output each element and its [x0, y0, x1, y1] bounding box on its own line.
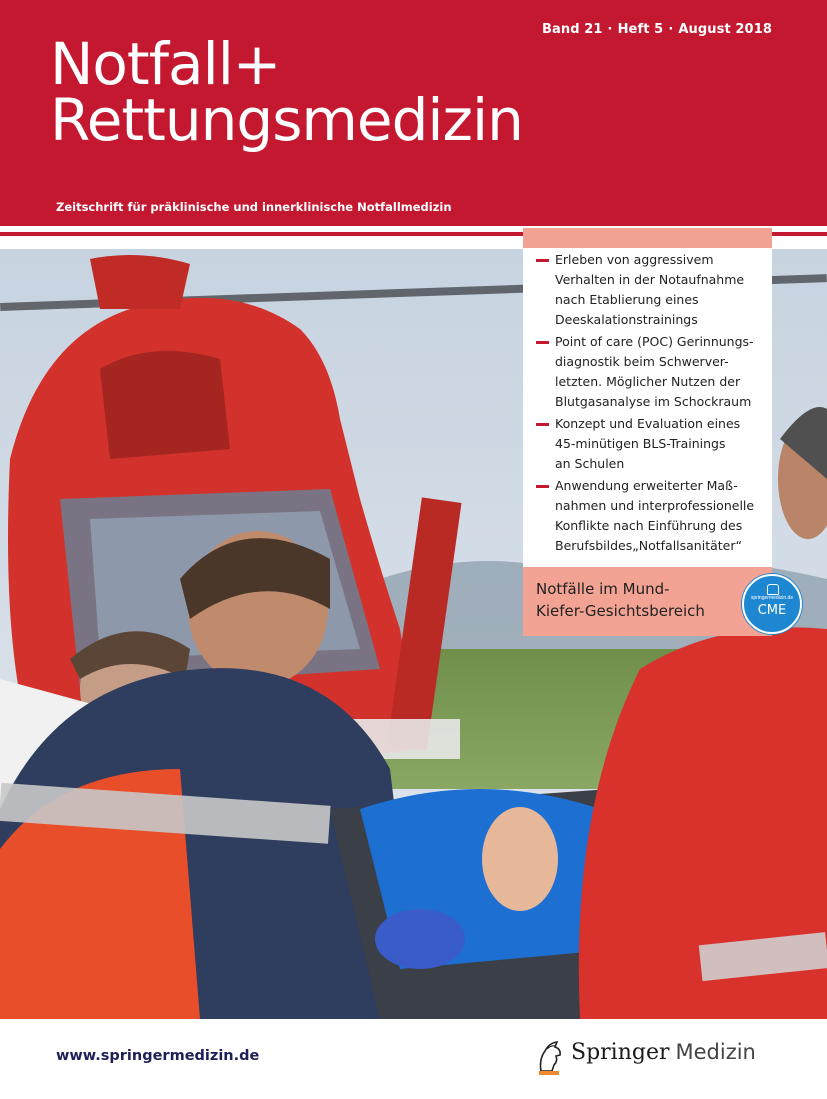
issue-separator: · [607, 22, 613, 37]
bullet-dash-icon [536, 423, 549, 426]
publisher-name [571, 1040, 756, 1065]
issue-separator: · [668, 22, 674, 37]
issue-info [542, 22, 772, 37]
journal-title [50, 30, 523, 154]
toc-item[interactable] [523, 250, 772, 330]
toc-item[interactable] [523, 332, 772, 412]
cme-topic: Notfälle im Mund- Kiefer-Gesichtsbereich [536, 580, 705, 620]
journal-title-line2: Rettungsmedizin [50, 86, 523, 154]
toc-item[interactable] [523, 476, 772, 556]
cme-badge-site: springermedizin.de [750, 595, 794, 601]
cme-badge[interactable] [742, 574, 802, 634]
footer-url[interactable]: www.springermedizin.de [56, 1048, 260, 1064]
journal-subtitle: Zeitschrift für präklinische und innerklinische Notfallmedizin [56, 200, 452, 214]
issue-date: August 2018 [678, 22, 772, 37]
toc-item-text: Erleben von aggressivem Verhalten in der Notaufnahme nach Etablierung eines Deeskalationstrainings [555, 252, 745, 327]
cover-header [0, 0, 827, 226]
bullet-dash-icon [536, 485, 549, 488]
springer-horse-icon [535, 1037, 565, 1077]
issue-volume: Band 21 [541, 22, 603, 37]
toc-item[interactable] [523, 414, 772, 474]
journal-title-line1: Notfall+ [50, 30, 281, 98]
issue-number: Heft 5 [617, 22, 664, 37]
cme-topic-box[interactable] [523, 567, 772, 636]
cme-badge-label: CME [757, 603, 787, 618]
toc-accent-band [523, 228, 772, 248]
springer-horse-icon [767, 584, 779, 595]
publisher-name-sub: Medizin [675, 1040, 756, 1064]
publisher-name-main: Springer [571, 1040, 670, 1065]
toc-item-text: Anwendung erweiterter Maß- nahmen und interprofessionelle Konflikte nach Einführung des Berufsbildes„Notfallsanitäter“ [555, 478, 755, 553]
toc-item-text: Point of care (POC) Gerinnungs- diagnostik beim Schwerver- letzten. Möglicher Nutzen der Blutgasanalyse im Schockraum [555, 334, 754, 409]
bullet-dash-icon [536, 341, 549, 344]
bullet-dash-icon [536, 259, 549, 262]
toc-panel [523, 228, 772, 567]
toc-item-text: Konzept und Evaluation eines 45-minütigen BLS-Trainings an Schulen [555, 416, 741, 471]
